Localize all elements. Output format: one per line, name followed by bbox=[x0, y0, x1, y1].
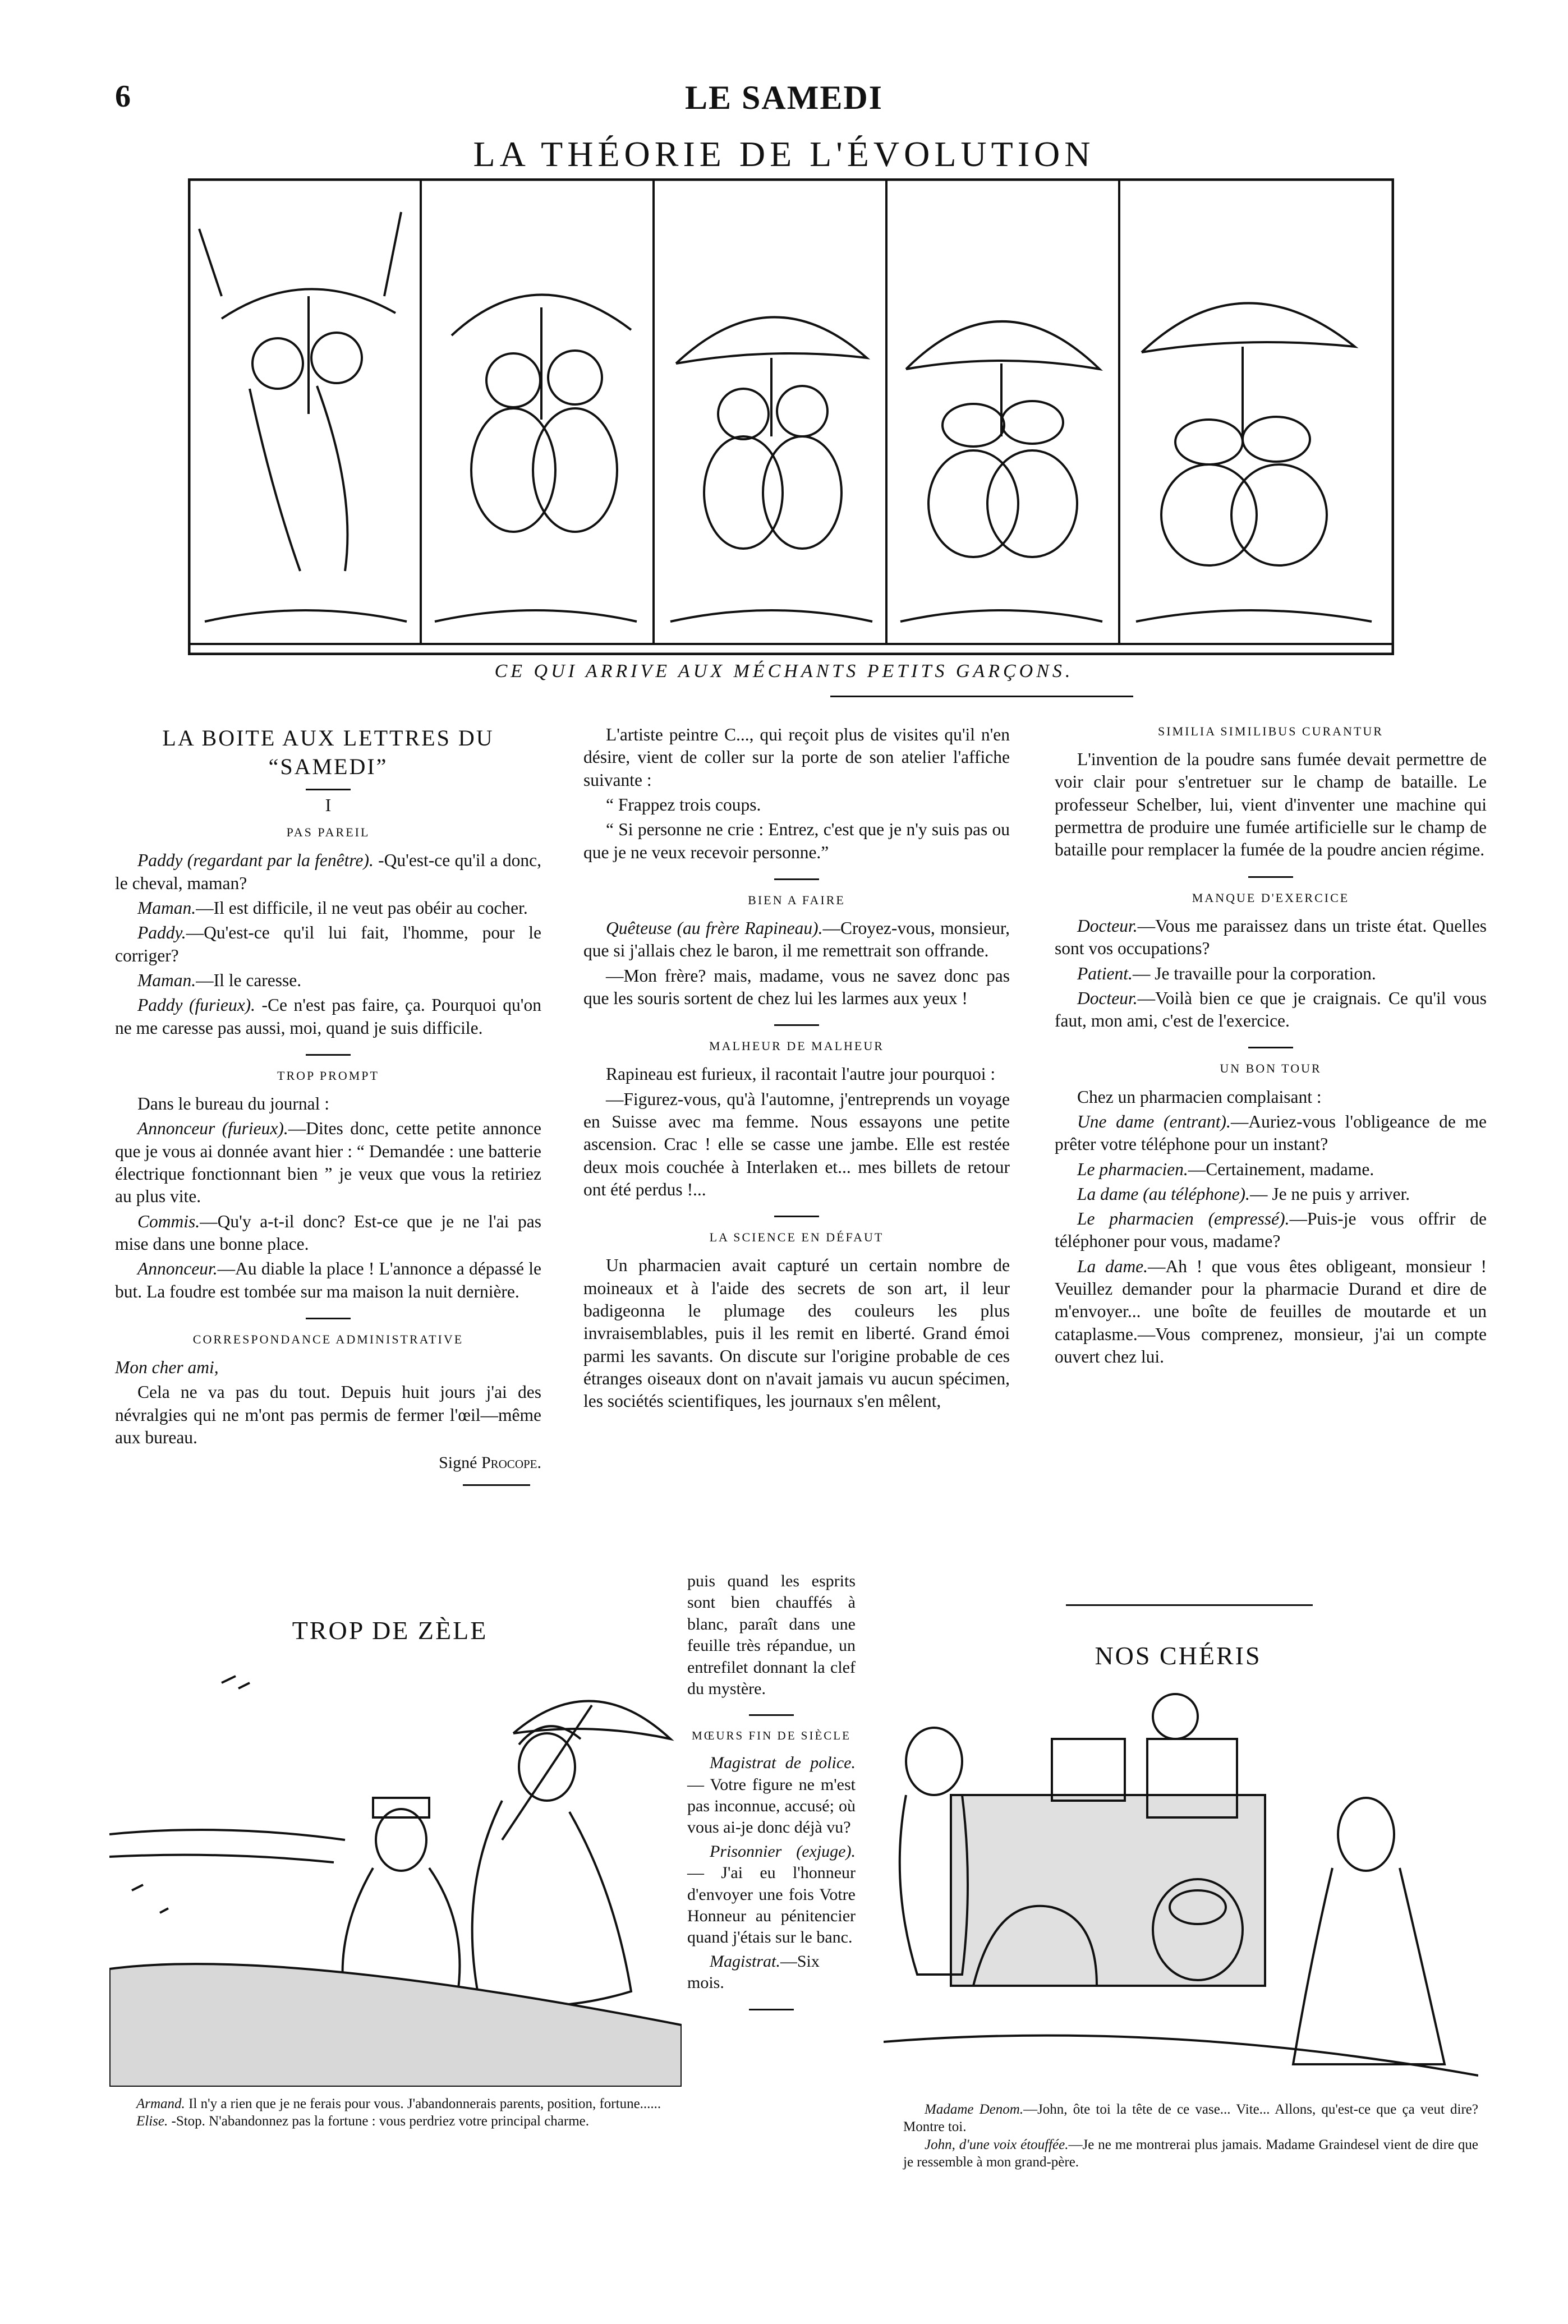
panel-frog-like bbox=[900, 321, 1102, 622]
column-1 bbox=[115, 724, 541, 1486]
caption-line: Madame Denom.—John, ôte toi la tête de ce vase... Vite... Allons, qu'est-ce que ça veut dire? Montre toi. bbox=[903, 2102, 1478, 2135]
dialogue-line: Commis.—Qu'y a-t-il donc? Est-ce que je ne l'ai pas mise dans une bonne place. bbox=[115, 1211, 541, 1254]
divider bbox=[774, 1216, 819, 1217]
section-roman: I bbox=[325, 795, 332, 816]
caption-line: Elise. -Stop. N'abandonnez pas la fortune : vous perdriez votre principal charme. bbox=[136, 2114, 590, 2129]
letters-heading: LA BOITE AUX LETTRES DU “SAMEDI” bbox=[162, 725, 494, 780]
panel-plump-children bbox=[435, 294, 637, 622]
divider bbox=[306, 1318, 351, 1319]
trop-de-zele-illustration bbox=[109, 1655, 682, 2087]
strip-caption: CE QUI ARRIVE AUX MÉCHANTS PETITS GARÇONS. bbox=[494, 661, 1074, 682]
paragraph: Rapineau est furieux, il racontait l'autre jour pourquoi : bbox=[606, 1064, 996, 1084]
divider bbox=[774, 1024, 819, 1026]
panel-frogs bbox=[1136, 303, 1372, 622]
column-2 bbox=[583, 724, 1010, 1415]
caption-line: John, d'une voix étouffée.—Je ne me montrerai plus jamais. Madame Graindesel vient de dire que je ressemble à mon grand-père. bbox=[903, 2137, 1478, 2170]
signature: Signé Procope. bbox=[439, 1453, 541, 1472]
dialogue-line: Quêteuse (au frère Rapineau).—Croyez-vous, monsieur, que si j'allais chez le baron, il me remettrait son offrande. bbox=[583, 918, 1010, 961]
dialogue-line: Annonceur (furieux).—Dites donc, cette petite annonce que je vous ai donnée avant hier : “ Demandée : une batterie électrique fonctionnant bien ” je veux que vous la retiriez au plus vite. bbox=[115, 1119, 541, 1207]
divider bbox=[1248, 876, 1293, 878]
dialogue-line: Une dame (entrant).—Auriez-vous l'obligeance de me prêter votre téléphone pour un instant? bbox=[1055, 1111, 1487, 1154]
evolution-cartoon-strip bbox=[188, 178, 1394, 655]
paragraph: Un pharmacien avait capturé un certain nombre de moineaux et à l'aide des secrets de son art, il leur badigeonna le plumage des couleurs les plus invraisemblables, puis il les remit en liberté. Grand émoi parmi les savants. On discute sur l'origine probable de ces étranges oiseaux dont on n'avait jamais vu aucun spécimen, les sociétés scientifiques, les journaux s'en mêlent, bbox=[583, 1255, 1010, 1411]
dialogue-line: La dame.—Ah ! que vous êtes obligeant, monsieur ! Veuillez demander pour la pharmacie Durand et dire de m'envoyer... une boîte de feuilles de moutarde et un cataplasme.—Vous comprenez, monsieur, j'ai un compte ouvert chez lui. bbox=[1055, 1256, 1487, 1367]
parlor-scene-image bbox=[884, 1683, 1478, 2087]
couple-with-parasol-image bbox=[109, 1655, 682, 2087]
paragraph: Cela ne va pas du tout. Depuis huit jours j'ai des névralgies qui ne m'ont pas permis de fermer l'œil—même aux bureau. bbox=[115, 1382, 541, 1448]
paragraph: —Figurez-vous, qu'à l'automne, j'entreprends un voyage en Suisse avec ma femme. Nous essayons une petite ascension. Crac ! elle se casse une jambe. Elle est restée deux mois couchée à Interlaken et... mes billets de retour ont été perdus !... bbox=[583, 1089, 1010, 1199]
section-title: SIMILIA SIMILIBUS CURANTUR bbox=[1158, 724, 1383, 738]
caption-rule bbox=[830, 696, 1133, 697]
divider bbox=[749, 2009, 794, 2010]
section-title: BIEN A FAIRE bbox=[748, 892, 845, 907]
divider bbox=[306, 789, 351, 790]
cartoon-title: LA THÉORIE DE L'ÉVOLUTION bbox=[473, 134, 1095, 174]
dialogue-line: Maman.—Il le caresse. bbox=[137, 970, 302, 991]
divider bbox=[463, 1484, 530, 1486]
dialogue-line: Patient.— Je travaille pour la corporation. bbox=[1077, 963, 1376, 983]
dialogue-line: Docteur.—Vous me paraissez dans un triste état. Quelles sont vos occupations? bbox=[1055, 915, 1487, 959]
divider bbox=[1066, 1604, 1313, 1606]
trop-de-zele-title: TROP DE ZÈLE bbox=[292, 1616, 488, 1645]
divider bbox=[749, 1714, 794, 1716]
page-number: 6 bbox=[115, 79, 131, 114]
dialogue-line: Le pharmacien (empressé).—Puis-je vous offrir de téléphoner pour vous, madame? bbox=[1055, 1209, 1487, 1251]
section-title: UN BON TOUR bbox=[1220, 1061, 1322, 1076]
evolution-illustration bbox=[188, 178, 1394, 655]
column-3 bbox=[1055, 724, 1487, 1370]
dialogue-line: Maman.—Il est difficile, il ne veut pas obéir au cocher. bbox=[137, 898, 528, 918]
paragraph: “ Si personne ne crie : Entrez, c'est que je n'y suis pas ou que je ne veux recevoir personne.” bbox=[583, 820, 1010, 862]
journal-title: LE SAMEDI bbox=[684, 79, 884, 116]
divider bbox=[306, 1054, 351, 1056]
nos-cheris-illustration bbox=[884, 1683, 1478, 2087]
panel-mushroom-creatures bbox=[670, 317, 872, 622]
dialogue-line: Prisonnier (exjuge). — J'ai eu l'honneur d'envoyer une fois Votre Honneur au pénitencier quand j'étais sur le banc. bbox=[687, 1842, 856, 1947]
dialogue-line: Docteur.—Voilà bien ce que je craignais. Ce qu'il vous faut, mon ami, c'est de l'exercice. bbox=[1055, 988, 1487, 1031]
paragraph: L'invention de la poudre sans fumée devait permettre de voir clair pour s'entretuer sur le champ de bataille. Le professeur Schelber, lui, vient d'inventer une machine qui permettra de produire une fumée artificielle sur le champ de bataille pour remplacer la fumée de la poudre ancien régime. bbox=[1055, 749, 1487, 860]
dialogue-line: Paddy (furieux). -Ce n'est pas faire, ça. Pourquoi qu'on ne me caresse pas aussi, moi, quand je suis difficile. bbox=[115, 995, 541, 1038]
caption-line: Armand. Il n'y a rien que je ne ferais pour vous. J'abandonnerais parents, position, fortune...... bbox=[136, 2096, 661, 2111]
section-title: CORRESPONDANCE ADMINISTRATIVE bbox=[192, 1332, 464, 1346]
paragraph: puis quand les esprits sont bien chauffés à blanc, paraît dans une feuille très répandue, un entrefilet donnant la clef du mystère. bbox=[687, 1572, 856, 1698]
section-title: PAS PAREIL bbox=[286, 825, 370, 840]
dialogue-line: Magistrat.—Six mois. bbox=[687, 1952, 820, 1992]
section-title: LA SCIENCE EN DÉFAUT bbox=[709, 1230, 884, 1245]
divider bbox=[1248, 1047, 1293, 1048]
divider bbox=[774, 878, 819, 880]
paragraph: “ Frappez trois coups. bbox=[606, 794, 761, 814]
section-title: MANQUE D'EXERCICE bbox=[1192, 890, 1350, 905]
dialogue-line: —Mon frère? mais, madame, vous ne savez donc pas que les souris sortent de chez lui les larmes aux yeux ! bbox=[583, 965, 1010, 1008]
dialogue-line: La dame (au téléphone).— Je ne puis y arriver. bbox=[1077, 1184, 1410, 1204]
dialogue-line: Le pharmacien.—Certainement, madame. bbox=[1077, 1159, 1374, 1179]
nos-cheris-title: NOS CHÉRIS bbox=[1095, 1641, 1262, 1670]
section-title: TROP PROMPT bbox=[277, 1068, 379, 1083]
section-title: MŒURS FIN DE SIÈCLE bbox=[692, 1729, 851, 1743]
trop-de-zele-caption bbox=[115, 2095, 682, 2130]
dialogue-line: Paddy.—Qu'est-ce qu'il lui fait, l'homme, pour le corriger? bbox=[115, 923, 541, 965]
paragraph: Chez un pharmacien complaisant : bbox=[1077, 1087, 1322, 1107]
panel-children bbox=[199, 212, 407, 622]
dialogue-line: Magistrat de police.— Votre figure ne m'est pas inconnue, accusé; où vous ai-je donc déjà vu? bbox=[687, 1754, 856, 1837]
paragraph: Dans le bureau du journal : bbox=[137, 1094, 330, 1114]
salutation: Mon cher ami, bbox=[115, 1357, 219, 1378]
dialogue-line: Paddy (regardant par la fenêtre). -Qu'est-ce qu'il a donc, le cheval, maman? bbox=[115, 850, 541, 893]
column-2-narrow bbox=[687, 1571, 856, 2023]
nos-cheris-caption bbox=[903, 2101, 1478, 2171]
section-title: MALHEUR DE MALHEUR bbox=[709, 1039, 884, 1053]
dialogue-line: Annonceur.—Au diable la place ! L'annonce a dépassé le but. La foudre est tombée sur ma maison la nuit dernière. bbox=[115, 1259, 541, 1301]
paragraph: L'artiste peintre C..., qui reçoit plus de visites qu'il n'en désire, vient de coller sur la porte de son atelier l'affiche suivante : bbox=[583, 725, 1010, 790]
